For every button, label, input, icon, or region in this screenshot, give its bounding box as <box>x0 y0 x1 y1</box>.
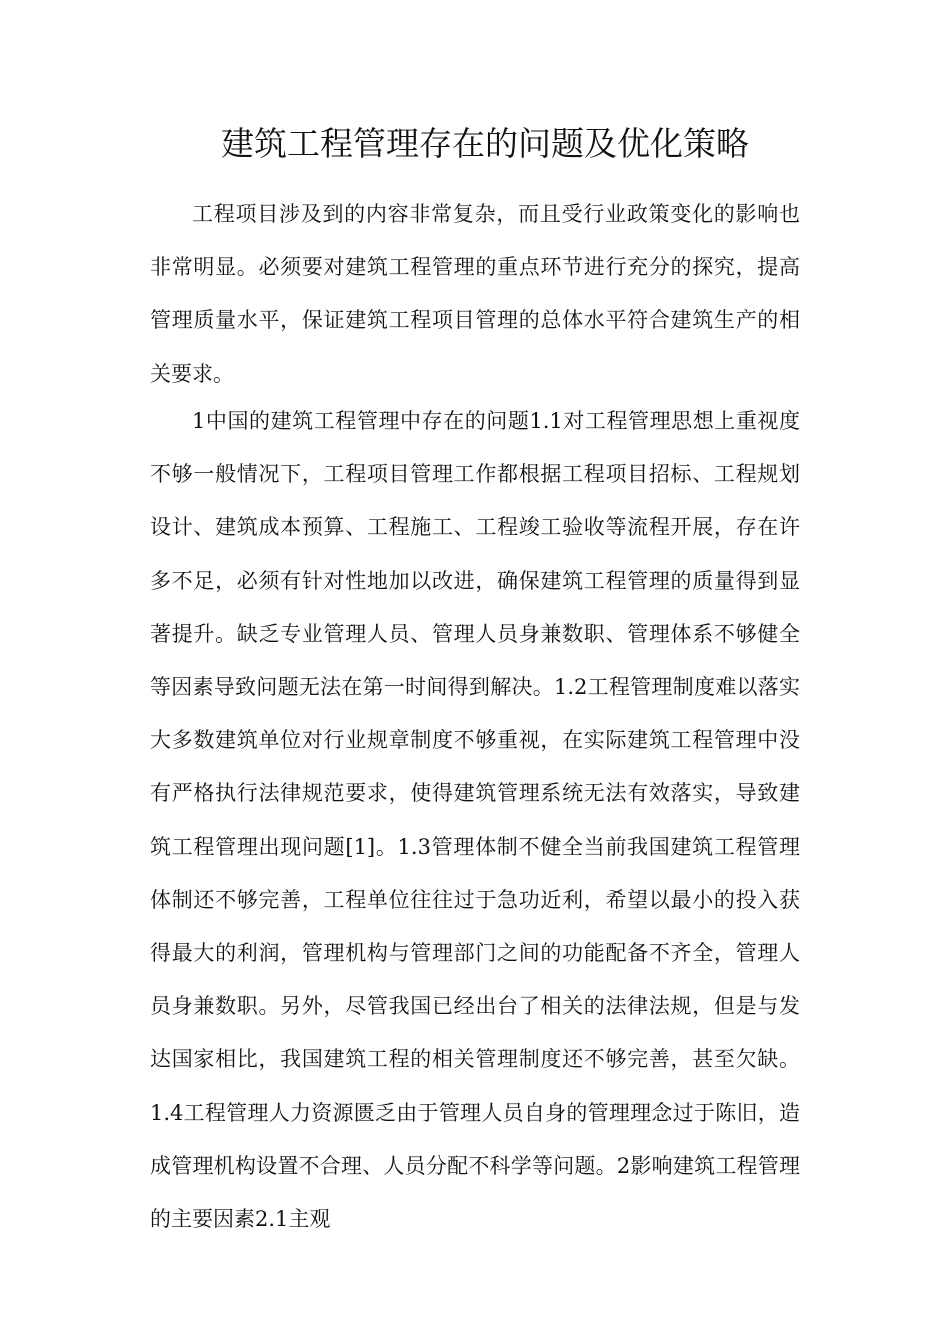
paragraph-intro: 工程项目涉及到的内容非常复杂，而且受行业政策变化的影响也非常明显。必须要对建筑工程管理的重点环节进行充分的探究，提高管理质量水平，保证建筑工程项目管理的总体水平符合建筑生产的相关要求。 <box>150 202 800 386</box>
document-title: 建筑工程管理存在的问题及优化策略 <box>221 124 749 163</box>
paragraph-body: 1中国的建筑工程管理中存在的问题1.1对工程管理思想上重视度不够一般情况下，工程项目管理工作都根据工程项目招标、工程规划设计、建筑成本预算、工程施工、工程竣工验收等流程开展，存在许多不足，必须有针对性地加以改进，确保建筑工程管理的质量得到显著提升。缺乏专业管理人员、管理人员身兼数职、管理体系不够健全等因素导致问题无法在第一时间得到解决。1.2工程管理制度难以落实大多数建筑单位对行业规章制度不够重视，在实际建筑工程管理中没有严格执行法律规范要求，使得建筑管理系统无法有效落实，导致建筑工程管理出现问题[1]。1.3管理体制不健全当前我国建筑工程管理体制还不够完善，工程单位往往过于急功近利，希望以最小的投入获得最大的利润，管理机构与管理部门之间的功能配备不齐全，管理人员身兼数职。另外，尽管我国已经出台了相关的法律法规，但是与发达国家相比，我国建筑工程的相关管理制度还不够完善，甚至欠缺。1.4工程管理人力资源匮乏由于管理人员自身的管理理念过于陈旧，造成管理机构设置不合理、人员分配不科学等问题。2影响建筑工程管理的主要因素2.1主观 <box>150 409 800 1232</box>
